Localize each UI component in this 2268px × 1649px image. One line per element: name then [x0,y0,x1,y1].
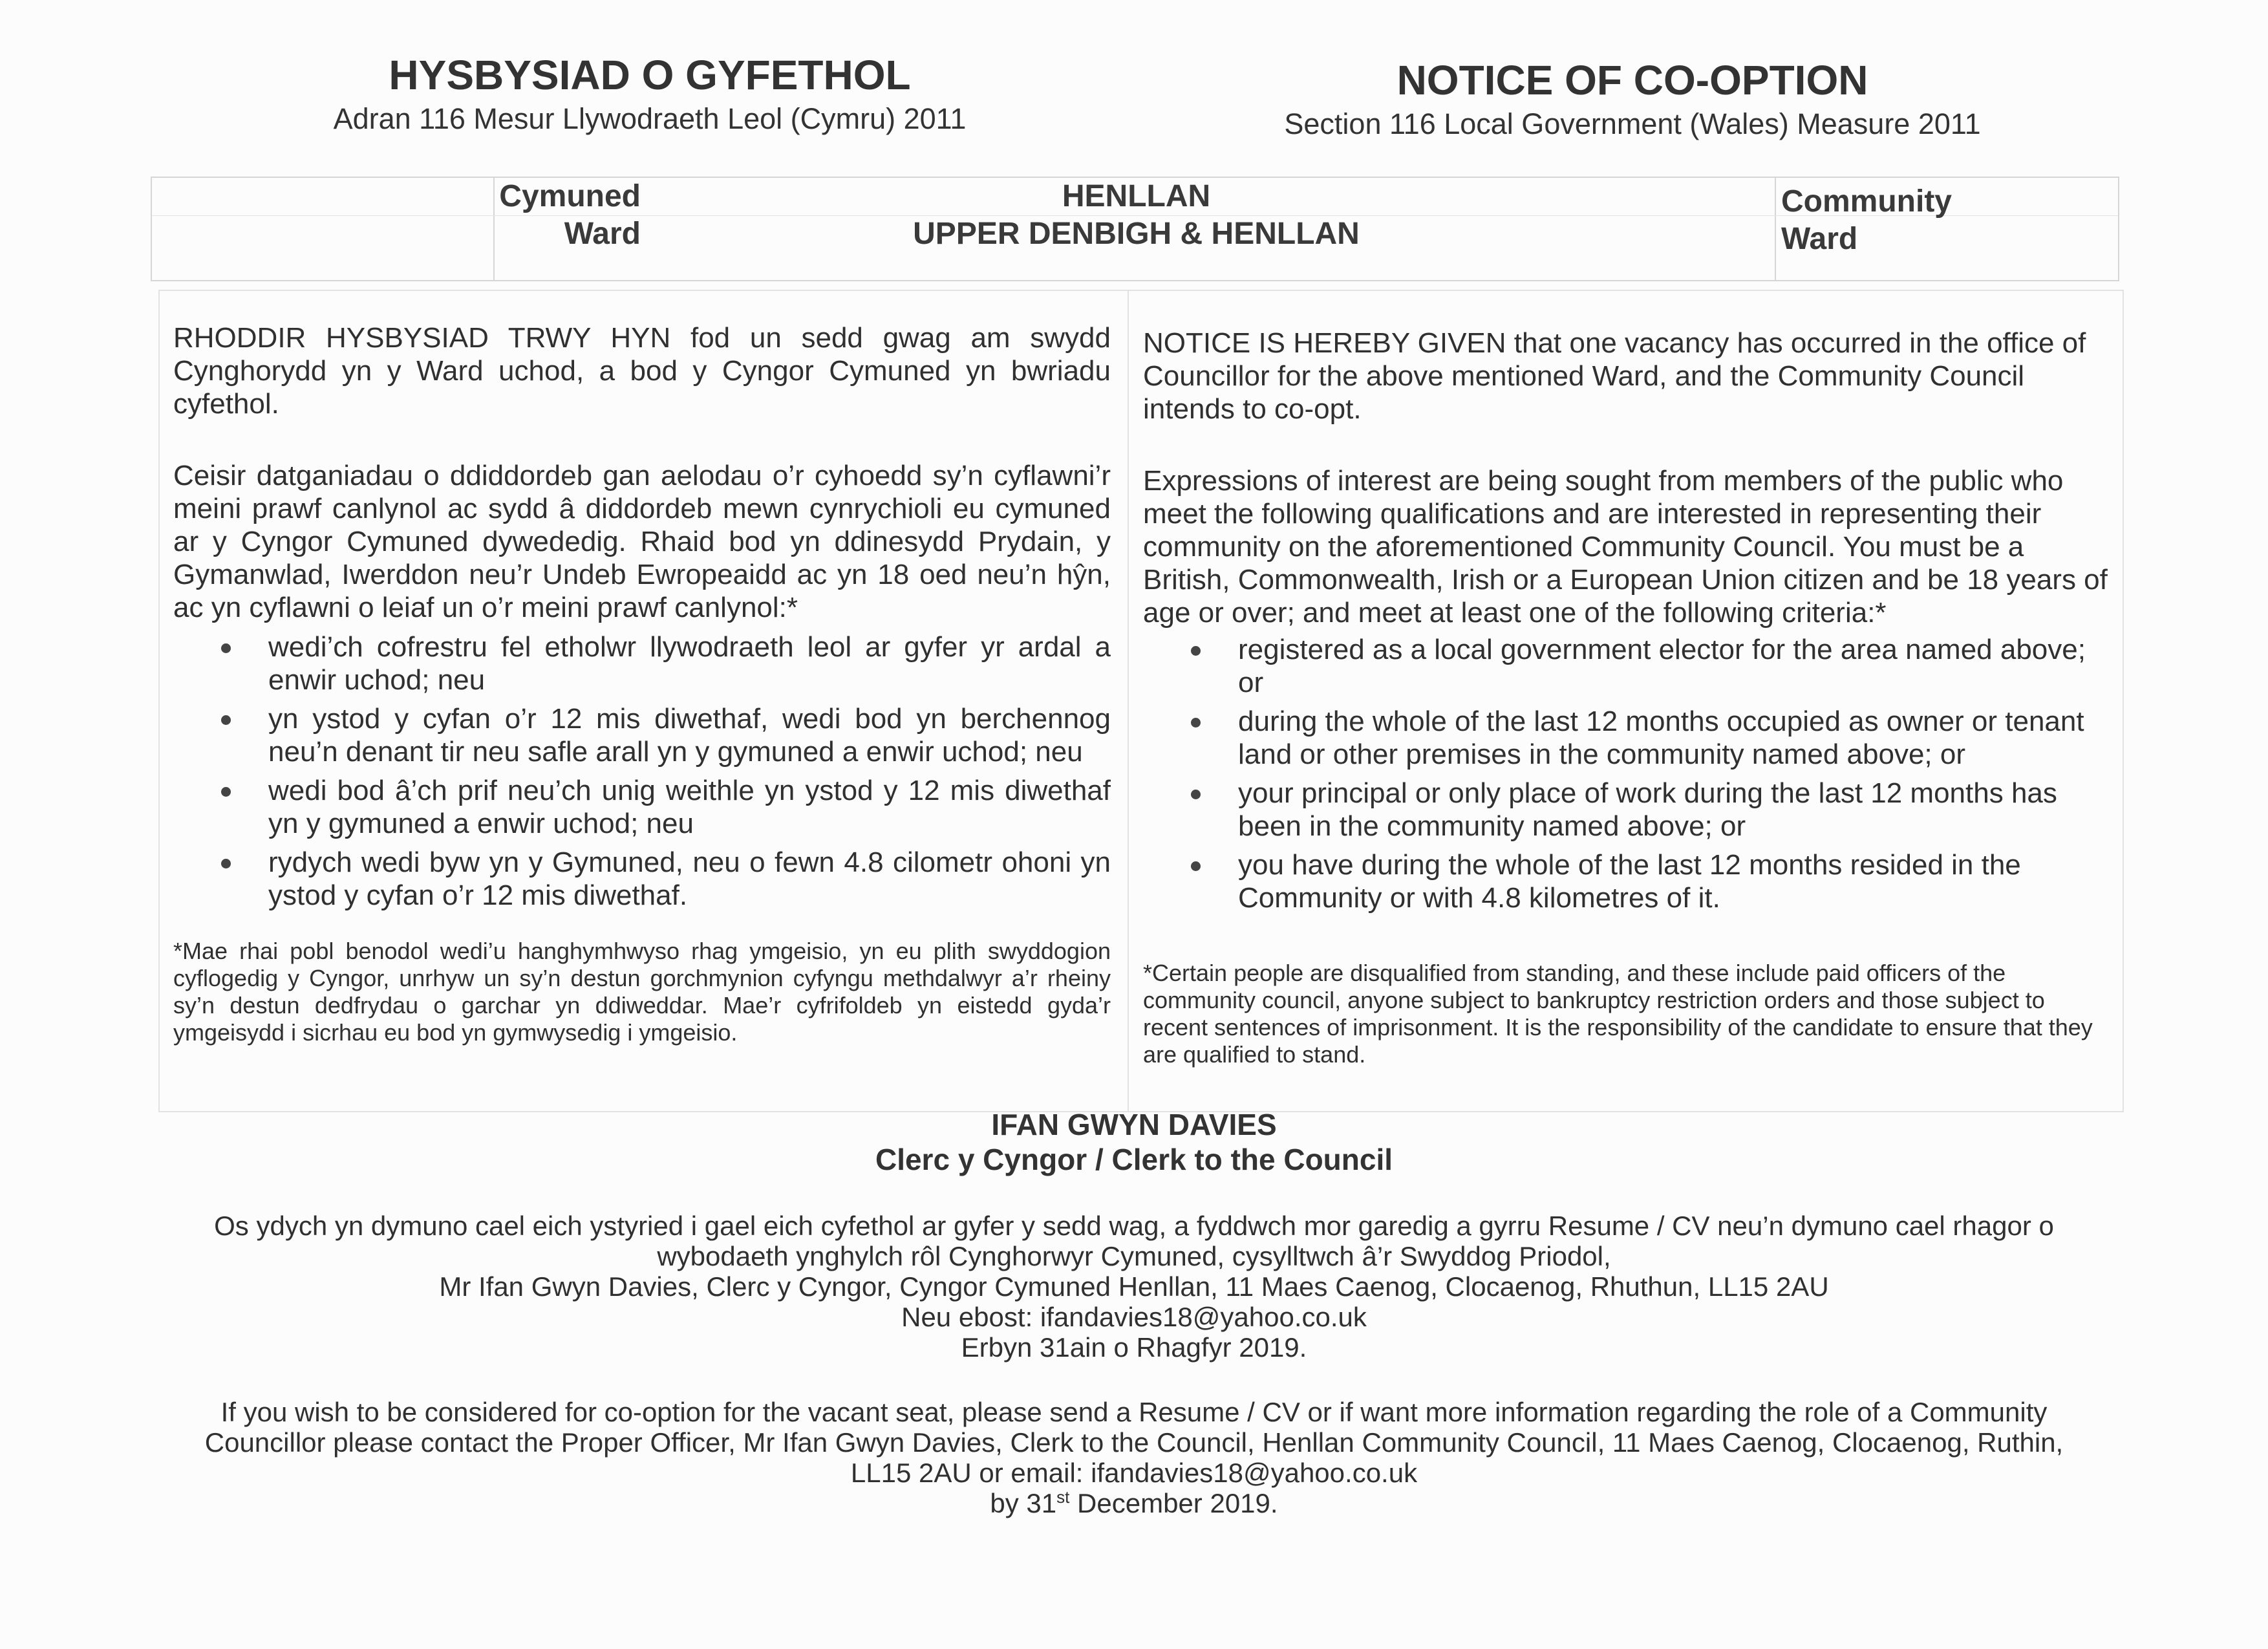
bullet-icon [221,715,231,725]
list-item [1143,777,2110,843]
welsh-contact-address: Mr Ifan Gwyn Davies, Clerc y Cyngor, Cyngor Cymuned Henllan, 11 Maes Caenog, Clocaenog, Rhuthun, LL15 2AU [439,1271,1829,1302]
welsh-title: HYSBYSIAD O GYFETHOL [389,52,911,98]
welsh-criterion-text: wedi’ch cofrestru fel etholwr llywodraeth leol ar gyfer yr ardal a enwir uchod; neu [268,631,1111,696]
deadline-rest: December 2019. [1069,1488,1278,1518]
english-contact-deadline [0,1488,2268,1518]
welsh-criterion-text: wedi bod â’ch prif neu’ch unig weithle yn ystod y 12 mis diwethaf yn y gymuned a enwir uchod; neu [268,775,1111,839]
bullet-icon [1191,790,1201,799]
deadline-ordinal: st [1056,1487,1070,1507]
welsh-criteria-list [173,630,1111,912]
bullet-icon [221,859,231,868]
bullet-icon [1191,861,1201,871]
english-criterion-text: during the whole of the last 12 months occupied as owner or tenant land or other premises in the community named above; or [1238,706,2084,770]
welsh-criterion-text: yn ystod y cyfan o’r 12 mis diwethaf, wedi bod yn berchennog neu’n denant tir neu safle arall yn y gymuned a enwir uchod; neu [268,703,1111,768]
welsh-contact-line: Os ydych yn dymuno cael eich ystyried i gael eich cyfethol ar gyfer y sedd wag, a fyddwch mor garedig a gyrru Resume / CV neu’n dymuno cael rhagor o [214,1211,2054,1241]
list-item [1143,633,2110,699]
welsh-contact-block [0,1211,2268,1363]
welsh-header [168,50,1131,137]
welsh-subtitle: Adran 116 Mesur Llywodraeth Leol (Cymru) 2011 [333,102,967,135]
english-header [1138,56,2127,142]
list-item [1143,705,2110,771]
english-criterion-text: registered as a local government elector for the area named above; or [1238,634,2086,698]
welsh-footnote: *Mae rhai pobl benodol wedi’u hanghymhwyso rhag ymgeisio, yn eu plith swyddogion cyflogedig y Cyngor, unrhyw un sy’n destun gorchmynion cyfyngu methdalwyr a’r rheiny sy’n destun dedfrydau o garchar yn ddiweddar. Mae’r cyfrifoldeb yn eistedd gyda’r ymgeisydd i sicrhau eu bod yn gymwysedig i ymgeisio. [173,938,1111,1046]
list-item [1143,848,2110,914]
ward-name: UPPER DENBIGH & HENLLAN [913,217,1360,251]
bullet-icon [1191,718,1201,727]
list-item [173,630,1111,696]
list-item [173,702,1111,768]
english-criteria-list [1143,633,2110,914]
english-column [1143,327,2110,1068]
english-contact-block [0,1397,2268,1518]
clerk-name: IFAN GWYN DAVIES [991,1108,1277,1141]
community-name: HENLLAN [1062,179,1211,213]
english-contact-line: If you wish to be considered for co-option for the vacant seat, please send a Resume / CV or if want more information regarding the role of a Community [220,1397,2048,1427]
list-item [173,846,1111,912]
ward-table-divider-left [493,178,495,280]
english-qualifications-paragraph: Expressions of interest are being sought from members of the public who meet the following qualifications and are interested in representing their community on the aforementioned Community Council. You must be a British, Commonwealth, Irish or a European Union citizen and be 18 years of age or over; and meet at least one of the following criteria:* [1143,465,2108,629]
welsh-contact-email: Neu ebost: ifandavies18@yahoo.co.uk [901,1302,1367,1332]
cymuned-label: Cymuned [499,179,641,213]
deadline-prefix: by 31 [990,1488,1057,1518]
clerk-role: Clerc y Cyngor / Clerk to the Council [875,1143,1393,1176]
bullet-icon [221,643,231,653]
welsh-contact-line: wybodaeth ynghylch rôl Cynghorwyr Cymuned, cysylltwch â’r Swyddog Priodol, [657,1241,1611,1271]
ward-label-welsh: Ward [564,217,641,251]
english-footnote: *Certain people are disqualified from standing, and these include paid officers of the community council, anyone subject to bankruptcy restriction orders and those subject to recent sentences of imprisonment. It is the responsibility of the candidate to ensure that they are qualified to stand. [1143,960,2093,1068]
english-notice-paragraph: NOTICE IS HEREBY GIVEN that one vacancy has occurred in the office of Councillor for the above mentioned Ward, and the Community Council intends to co-opt. [1143,327,2086,425]
bullet-icon [1191,646,1201,656]
welsh-notice-paragraph: RHODDIR HYSBYSIAD TRWY HYN fod un sedd gwag am swydd Cynghorydd yn y Ward uchod, a bod y Cyngor Cymuned yn bwriadu cyfethol. [173,322,1111,420]
english-contact-email: LL15 2AU or email: ifandavies18@yahoo.co.uk [850,1458,1418,1488]
english-subtitle: Section 116 Local Government (Wales) Measure 2011 [1284,107,1981,140]
welsh-contact-deadline: Erbyn 31ain o Rhagfyr 2019. [961,1332,1307,1363]
ward-table [151,177,2119,281]
ward-table-divider-right [1775,178,1776,280]
column-divider [1128,291,1129,1111]
welsh-column [173,321,1111,1046]
welsh-qualifications-paragraph: Ceisir datganiadau o ddiddordeb gan aelodau o’r cyhoedd sy’n cyflawni’r meini prawf canlynol ac sydd â diddordeb mewn cynrychioli eu cymuned ar y Cyngor Cymuned dywededig. Rhaid bod yn ddinesydd Prydain, y Gymanwlad, Iwerddon neu’r Undeb Ewropeaidd ac yn 18 oed neu’n hŷn, ac yn cyflawni o leiaf un o’r meini prawf canlynol:* [173,460,1111,623]
english-title: NOTICE OF CO-OPTION [1396,57,1868,103]
english-criterion-text: your principal or only place of work during the last 12 months has been in the community named above; or [1238,777,2057,842]
welsh-criterion-text: rydych wedi byw yn y Gymuned, neu o fewn 4.8 cilometr ohoni yn ystod y cyfan o’r 12 mis diwethaf. [268,846,1111,911]
bullet-icon [221,787,231,797]
ward-label-english: Ward [1781,222,1858,256]
english-criterion-text: you have during the whole of the last 12 months resided in the Community or with 4.8 kilometres of it. [1238,849,2021,914]
list-item [173,774,1111,840]
english-contact-line: Councillor please contact the Proper Officer, Mr Ifan Gwyn Davies, Clerk to the Council, Henllan Community Council, 11 Maes Caenog, Clocaenog, Ruthin, [204,1427,2064,1458]
community-label: Community [1781,184,1952,219]
